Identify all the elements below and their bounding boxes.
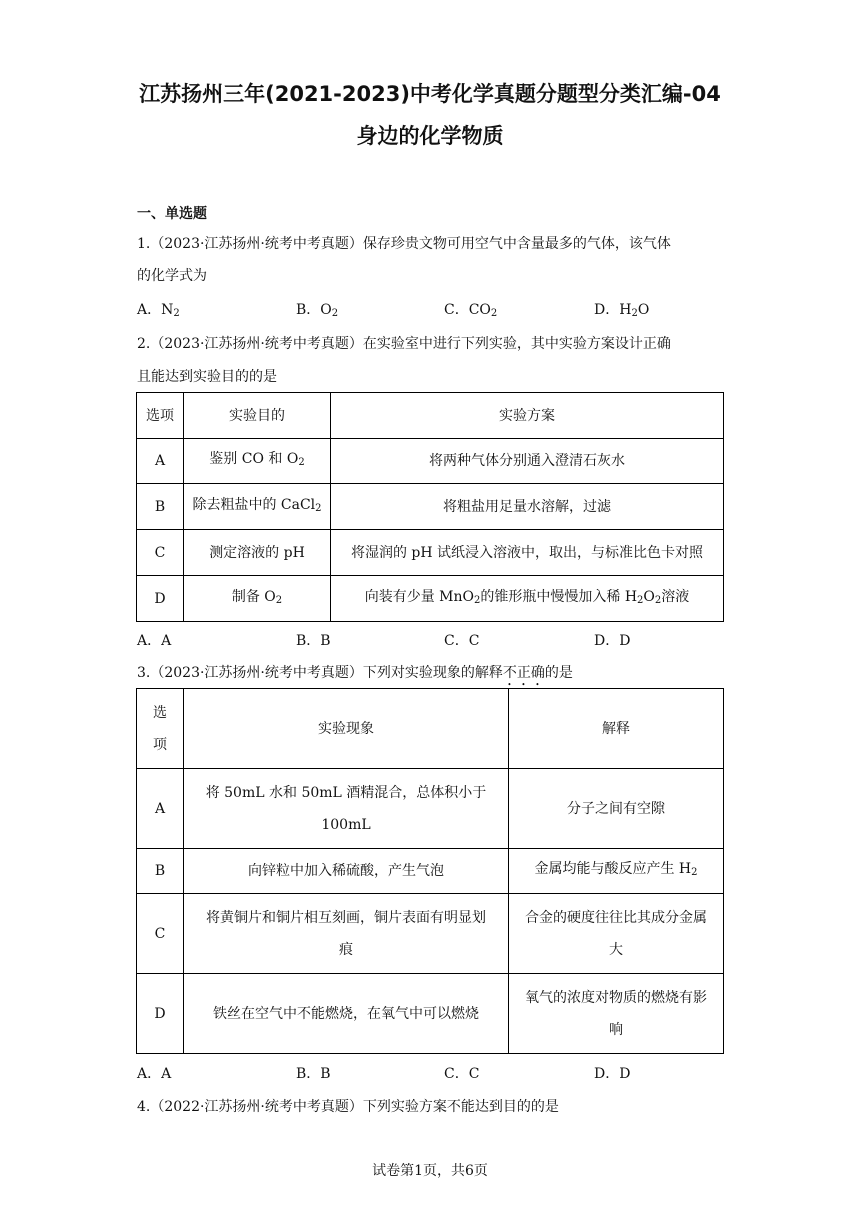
q2-row-a-goal: 鉴别 CO 和 $O_2$ — [184, 439, 331, 484]
q2-stem-line1: 2.（2023·江苏扬州·统考中考真题）在实验室中进行下列实验，其中实验方案设计正确 — [137, 336, 671, 352]
q2-answer-c: C．C — [444, 633, 480, 649]
q2-row-a-plan: 将两种气体分别通入澄清石灰水 — [331, 439, 724, 484]
q1-option-c: C．$CO_2$ — [444, 302, 498, 319]
q2-header-option: 选项 — [137, 393, 184, 439]
q2-row-b-goal: 除去粗盐中的 CaCl$_2$ — [184, 484, 331, 530]
q2-header-plan: 实验方案 — [331, 393, 724, 439]
q3-answer-a: A．A — [137, 1066, 172, 1082]
q2-stem-line2: 且能达到实验目的的是 — [137, 369, 277, 385]
q3-answer-d: D．D — [594, 1066, 631, 1082]
q3-answer-b: B．B — [296, 1066, 331, 1082]
q2-row-d-option: D — [137, 576, 184, 622]
q3-table — [136, 688, 724, 1054]
section-heading: 一、单选题 — [137, 206, 207, 222]
q3-row-b-option: B — [137, 849, 184, 894]
q3-row-a-explanation: 分子之间有空隙 — [509, 769, 724, 849]
q3-row-a-option: A — [137, 769, 184, 849]
q3-answer-c: C．C — [444, 1066, 480, 1082]
q3-row-a-phenomenon: 将 50mL 水和 50mL 酒精混合，总体积小于 100mL — [184, 769, 509, 849]
q1-stem-line2: 的化学式为 — [137, 268, 207, 284]
q3-row-b-explanation: 金属均能与酸反应产生 $H_2$ — [509, 849, 724, 894]
q3-row-c-explanation: 合金的硬度往往比其成分金属 大 — [509, 894, 724, 974]
q2-row-d-goal: 制备 $O_2$ — [184, 576, 331, 622]
q3-header-option: 选 项 — [137, 689, 184, 769]
q2-row-c-option: C — [137, 530, 184, 576]
q2-header-goal: 实验目的 — [184, 393, 331, 439]
q1-stem-line1: 1.（2023·江苏扬州·统考中考真题）保存珍贵文物可用空气中含量最多的气体，该气体 — [137, 236, 671, 252]
q2-row-c-goal: 测定溶液的 pH — [184, 530, 331, 576]
q2-row-b-plan: 将粗盐用足量水溶解，过滤 — [331, 484, 724, 530]
q2-answer-d: D．D — [594, 633, 631, 649]
q3-row-c-phenomenon: 将黄铜片和铜片相互刻画，铜片表面有明显划 痕 — [184, 894, 509, 974]
q1-option-a: A．$N_2$ — [137, 302, 180, 319]
q3-header-phenomenon: 实验现象 — [184, 689, 509, 769]
q3-row-d-option: D — [137, 974, 184, 1054]
q3-row-b-phenomenon: 向锌粒中加入稀硫酸，产生气泡 — [184, 849, 509, 894]
q2-answer-b: B．B — [296, 633, 331, 649]
q1-option-b: B．$O_2$ — [296, 302, 339, 319]
q3-row-c-option: C — [137, 894, 184, 974]
q2-answer-a: A．A — [137, 633, 172, 649]
q2-row-b-option: B — [137, 484, 184, 530]
q1-option-d: D．$H_2O$ — [594, 302, 650, 319]
q2-table — [136, 392, 724, 622]
q2-row-d-plan: 向装有少量 MnO$_2$的锥形瓶中慢慢加入稀 $H_2O_2$溶液 — [331, 576, 724, 622]
q2-row-c-plan: 将湿润的 pH 试纸浸入溶液中，取出，与标准比色卡对照 — [331, 530, 724, 576]
q2-row-a-option: A — [137, 439, 184, 484]
doc-title-line2: 身边的化学物质 — [356, 124, 504, 148]
q3-header-explanation: 解释 — [509, 689, 724, 769]
q3-row-d-explanation: 氧气的浓度对物质的燃烧有影 响 — [509, 974, 724, 1054]
doc-title-line1: 江苏扬州三年(2021-2023)中考化学真题分题型分类汇编-04 — [139, 82, 721, 106]
q4-stem: 4.（2022·江苏扬州·统考中考真题）下列实验方案不能达到目的的是 — [137, 1099, 559, 1115]
q3-row-d-phenomenon: 铁丝在空气中不能燃烧，在氧气中可以燃烧 — [184, 974, 509, 1054]
page-footer: 试卷第1页，共6页 — [372, 1163, 488, 1179]
q3-stem: 3.（2023·江苏扬州·统考中考真题）下列对实验现象的解释不正确的是 — [137, 665, 573, 681]
q3-emphasis: 不正确 — [502, 665, 545, 681]
